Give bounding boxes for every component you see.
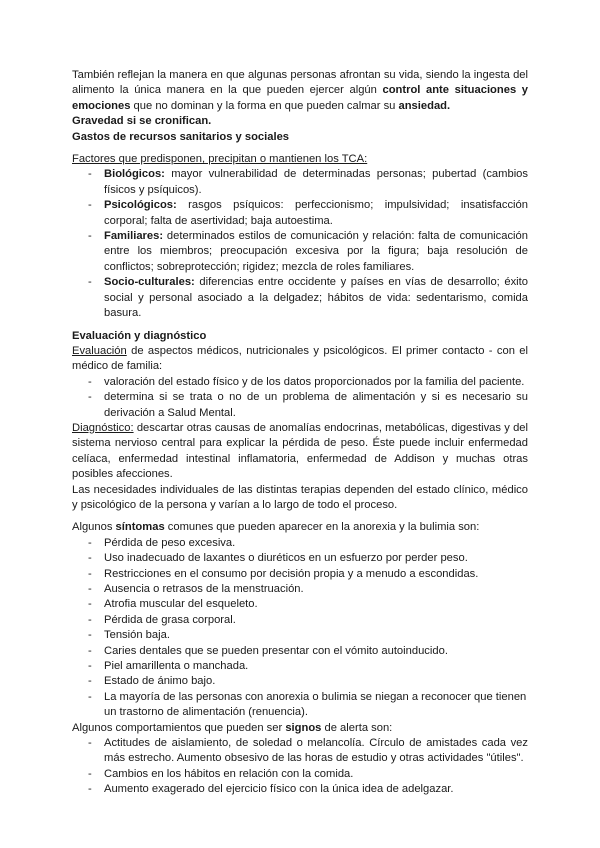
sign-item: - Cambios en los hábitos en relación con la comida.: [72, 767, 528, 782]
factor-label: Familiares:: [104, 230, 164, 243]
symptom-item: - Tensión baja.: [72, 628, 528, 643]
factor-text: diferencias entre occidente y países en vías de desarrollo; éxito social y personal asociado a la delgadez; hábitos de vida: sedentarismo, comida basura.: [104, 276, 528, 320]
symptom-item: - Pérdida de peso excesiva.: [72, 536, 528, 551]
factors-heading: Factores que predisponen, precipitan o mantienen los TCA:: [72, 153, 368, 166]
diagnosis-paragraph: [72, 421, 528, 483]
evaluation-paragraph: [72, 344, 528, 375]
signs-post: de alerta son:: [321, 721, 393, 734]
signs-bold: signos: [285, 721, 322, 734]
symptom-item: - La mayoría de las personas con anorexia o bulimia se niegan a reconocer que tienen un trastorno de alimentación (renuencia).: [72, 690, 528, 721]
evaluation-item: - determina si se trata o no de un problema de alimentación y si es necesario su derivación a Salud Mental.: [72, 390, 528, 421]
symptom-item: - Caries dentales que se pueden presentar con el vómito autoinducido.: [72, 644, 528, 659]
symptoms-bold: síntomas: [115, 521, 165, 534]
symptoms-intro: [72, 520, 528, 535]
sign-item: - Actitudes de aislamiento, de soledad o melancolía. Círculo de amistades cada vez más estrecho. Aumento obsesivo de las horas de estudio y otras actividades "útiles".: [72, 736, 528, 767]
factor-item-psychological: [72, 198, 528, 229]
factor-label: Psicológicos:: [104, 199, 177, 212]
symptoms-post: comunes que pueden aparecer en la anorexia y la bulimia son:: [164, 521, 480, 534]
factor-label: Socio-culturales:: [104, 276, 195, 289]
symptom-item: - Pérdida de grasa corporal.: [72, 613, 528, 628]
diagnosis-label: Diagnóstico:: [72, 421, 134, 434]
evaluation-list: [72, 375, 528, 421]
severity-line: Gravedad si se cronifican.: [72, 115, 212, 128]
evaluation-title: Evaluación y diagnóstico: [72, 329, 207, 342]
evaluation-text: de aspectos médicos, nutricionales y psicológicos. El primer contacto - con el médico de familia:: [72, 344, 528, 373]
diagnosis-text: descartar otras causas de anomalías endocrinas, metabólicas, digestivas y del sistema nervioso central para explicar la pérdida de peso. Éste puede incluir enfermedad celíaca, enfermedad intestinal inflamatoria, enfermedad de Addison y muchas otras posibles afecciones.: [72, 421, 528, 481]
symptom-item: - Restricciones en el consumo por decisión propia y a menudo a escondidas.: [72, 567, 528, 582]
symptoms-list: [72, 536, 528, 721]
evaluation-label: Evaluación: [72, 344, 127, 357]
symptom-item: - Ausencia o retrasos de la menstruación.: [72, 582, 528, 597]
factor-label: Biológicos:: [104, 168, 165, 181]
sign-item: - Aumento exagerado del ejercicio físico con la única idea de adelgazar.: [72, 782, 528, 797]
evaluation-item: - valoración del estado físico y de los datos proporcionados por la familia del paciente.: [72, 375, 528, 390]
intro-bold-anxiety: ansiedad.: [398, 99, 451, 112]
symptom-item: - Estado de ánimo bajo.: [72, 674, 528, 689]
needs-paragraph: Las necesidades individuales de las distintas terapias dependen del estado clínico, médico y psicológico de la persona y varían a lo largo de todo el proceso.: [72, 483, 528, 511]
factor-item-family: [72, 229, 528, 275]
symptoms-pre: Algunos: [72, 521, 116, 534]
factor-text: determinados estilos de comunicación y relación: falta de comunicación entre los miembros; preocupación excesiva por la figura; baja resolución de conflictos; sobreprotección; rigidez; mezcla de roles familiares.: [104, 230, 528, 273]
factor-text: rasgos psíquicos: perfeccionismo; impulsividad; insatisfacción corporal; falta de asertividad; baja autoestima.: [104, 199, 528, 227]
intro-bold-control: control ante situaciones y emociones: [72, 84, 528, 112]
symptom-item: - Piel amarillenta o manchada.: [72, 659, 528, 674]
intro-text-2: que no dominan y la forma en que pueden calmar su: [130, 99, 399, 112]
symptom-item: - Atrofia muscular del esqueleto.: [72, 597, 528, 612]
factor-item-sociocultural: [72, 275, 528, 321]
signs-intro: [72, 721, 528, 736]
signs-list: [72, 736, 528, 798]
signs-pre: Algunos comportamientos que pueden ser: [72, 721, 286, 734]
factor-item-biological: [72, 167, 528, 198]
factors-list: [72, 167, 528, 321]
costs-line: Gastos de recursos sanitarios y sociales: [72, 130, 290, 143]
intro-text-1: También reflejan la manera en que algunas personas afrontan su vida, siendo la ingesta del alimento la única manera en la que pueden ejercer algún: [72, 69, 528, 97]
intro-paragraph: [72, 68, 528, 114]
symptom-item: - Uso inadecuado de laxantes o diuréticos en un esfuerzo por perder peso.: [72, 551, 528, 566]
factor-text: mayor vulnerabilidad de determinadas personas; pubertad (cambios físicos y psíquicos).: [104, 168, 528, 196]
